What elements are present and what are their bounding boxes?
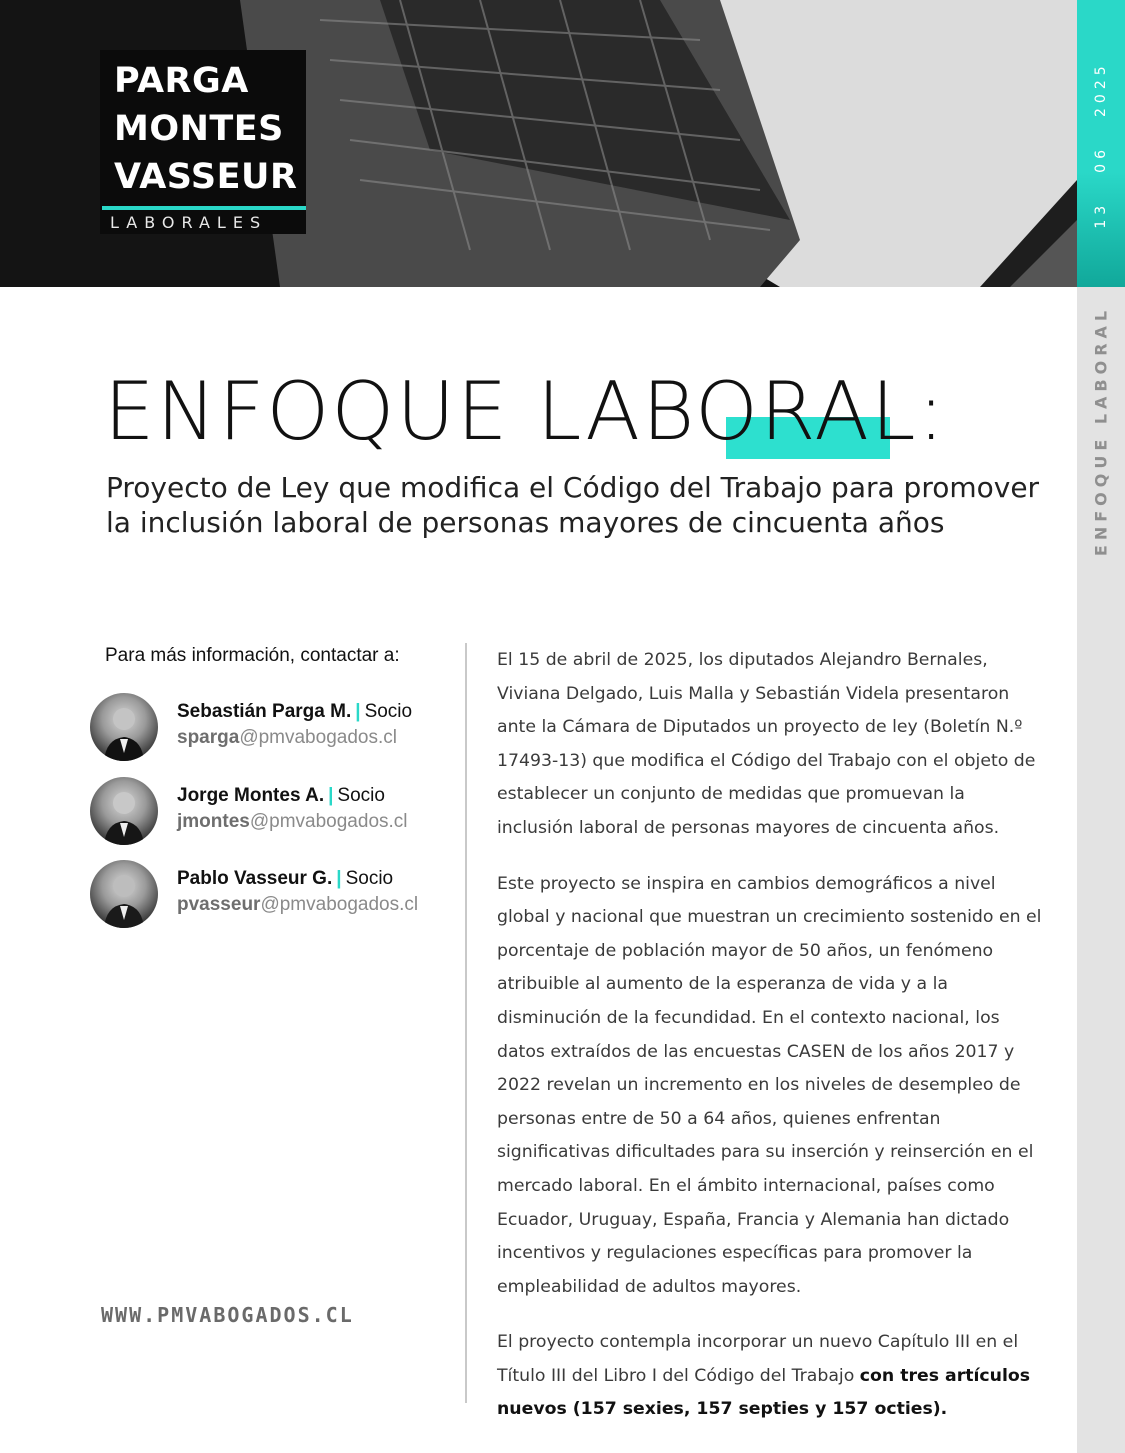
logo-line-parga: PARGA [114, 61, 249, 101]
email-user: jmontes [177, 811, 250, 832]
contact-name-line [177, 701, 412, 723]
contact-heading: Para más información, contactar a: [105, 645, 400, 666]
title-block [104, 365, 1004, 472]
email-user: pvasseur [177, 894, 261, 915]
email-domain: @pmvabogados.cl [249, 811, 408, 832]
contact-email[interactable] [177, 727, 397, 749]
logo-line-vasseur: VASSEUR [114, 157, 298, 197]
avatar [90, 693, 158, 761]
contact-name: Jorge Montes A. [177, 785, 325, 806]
email-domain: @pmvabogados.cl [239, 727, 397, 748]
paragraph: El 15 de abril de 2025, los diputados Alejandro Bernales, Viviana Delgado, Luis Malla y Sebastián Videla presentaron ante la Cámara de Diputados un proyecto de ley (Boletín N.º 17493-13) que modifica el Código del Trabajo con el objeto de establecer un conjunto de medidas que promuevan la inclusión laboral de personas mayores de cincuenta años. [497, 650, 1036, 838]
contact-role: Socio [345, 868, 394, 889]
email-domain: @pmvabogados.cl [260, 894, 419, 915]
side-label: ENFOQUE LABORAL [1091, 305, 1111, 557]
website-link[interactable]: WWW.PMVABOGADOS.CL [101, 1303, 354, 1327]
paragraph-text: El proyecto contempla incorporar un nuevo Capítulo III en el Título III del Libro I del Código del Trabajo [497, 1332, 1019, 1386]
page-title: ENFOQUE LABORAL: [104, 365, 947, 458]
name-separator: | [355, 701, 361, 722]
name-separator: | [336, 868, 342, 889]
avatar [90, 860, 158, 928]
date-month: 06 [1093, 144, 1109, 173]
email-user: sparga [177, 727, 240, 748]
contact-name: Pablo Vasseur G. [177, 868, 333, 889]
contact-email[interactable] [177, 811, 408, 833]
logo-line-montes: MONTES [114, 109, 284, 149]
contact-name-line [177, 785, 385, 807]
contact-card [90, 693, 450, 763]
paragraph [497, 1326, 1042, 1427]
contact-card [90, 777, 450, 847]
contact-name: Sebastián Parga M. [177, 701, 352, 722]
date-year: 2025 [1093, 61, 1109, 117]
name-separator: | [328, 785, 334, 806]
firm-logo [100, 50, 306, 234]
date-day: 13 [1093, 200, 1109, 229]
contact-name-line [177, 868, 393, 890]
contact-card [90, 860, 450, 930]
issue-date [1093, 47, 1109, 242]
avatar [90, 777, 158, 845]
contact-role: Socio [364, 701, 413, 722]
paragraph: Este proyecto se inspira en cambios demográficos a nivel global y nacional que muestran un crecimiento sostenido en el porcentaje de población mayor de 50 años, un fenómeno atribuible al aumento de la esperanza de vida y a la disminución de la fecundidad. En el contexto nacional, los datos extraídos de las encuestas CASEN de los años 2017 y 2022 revelan un incremento en los niveles de desempleo de personas entre de 50 a 64 años, quienes enfrentan significativas dificultades para su inserción y reinserción en el mercado laboral. En el ámbito internacional, países como Ecuador, Uruguay, España, Francia y Alemania han dictado incentivos y regulaciones específicas para promover la empleabilidad de adultos mayores. [497, 873, 1042, 1297]
paragraph-bold-text: con tres artículos nuevos (157 sexies, 157 septies y 157 octies). [497, 1365, 1031, 1420]
header-banner [0, 0, 1077, 287]
article-body [497, 644, 1042, 1449]
contact-email[interactable] [177, 894, 418, 916]
column-divider [465, 643, 467, 1403]
page-subtitle: Proyecto de Ley que modifica el Código del Trabajo para promover la inclusión laboral de personas mayores de cincuenta años [106, 471, 1040, 539]
logo-subtitle: LABORALES [110, 213, 268, 232]
logo-accent-bar [102, 206, 306, 210]
contact-role: Socio [337, 785, 385, 806]
